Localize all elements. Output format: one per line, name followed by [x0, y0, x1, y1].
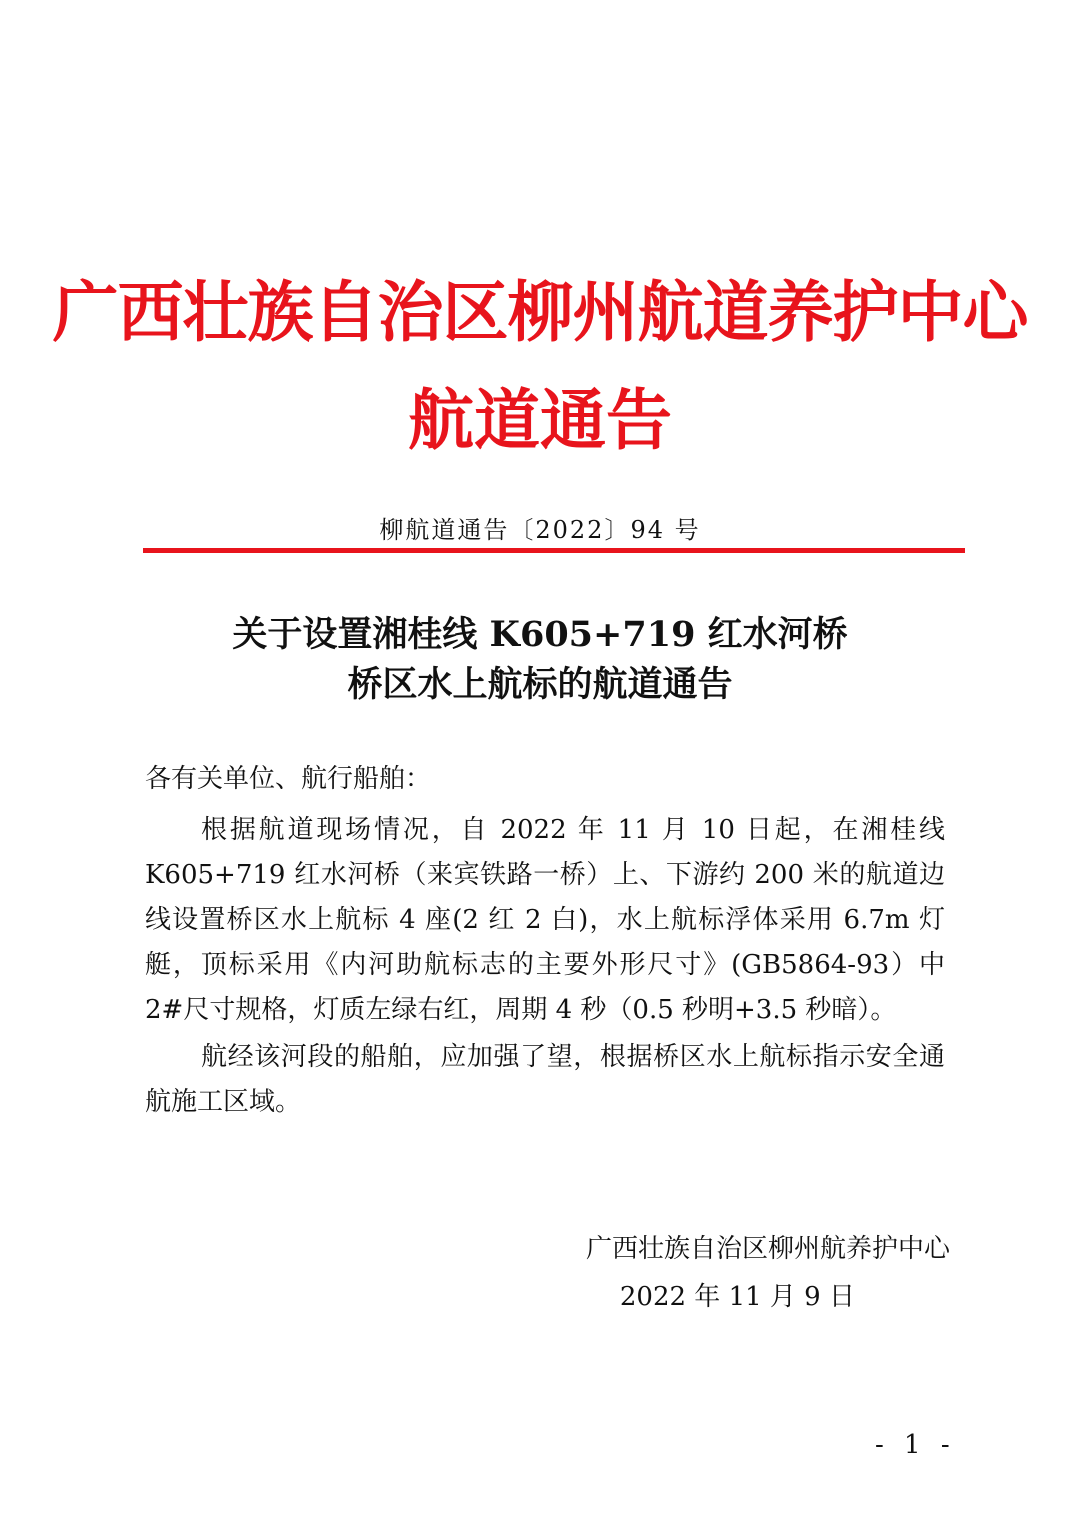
document-type-heading: 航道通告 — [408, 381, 672, 459]
notice-title-line-2: 桥区水上航标的航道通告 — [347, 664, 733, 705]
red-divider-line — [143, 548, 965, 553]
page-number: - 1 - — [875, 1430, 956, 1460]
signature-date: 2022 年 11 月 9 日 — [619, 1282, 855, 1312]
body-paragraph-1: 根据航道现场情况，自 2022 年 11 月 10 日起，在湘桂线K605+719 红水河桥（来宾铁路一桥）上、下游约 200 米的航道边线设置桥区水上航标 4 座(2 红 2 白)，水上航标浮体采用 6.7m 灯艇，顶标采用《内河助航标志的主要外形尺寸》(GB5864-93）中 2#尺寸规格，灯质左绿右红，周期 4 秒（0.5 秒明+3.5 秒暗）。 — [145, 815, 945, 1025]
body-paragraph-2: 航经该河段的船舶，应加强了望，根据桥区水上航标指示安全通航施工区域。 — [145, 1042, 945, 1117]
notice-title — [0, 610, 1080, 710]
issuing-organization-heading: 广西壮族自治区柳州航道养护中心 — [52, 273, 1028, 351]
document-number: 柳航道通告〔2022〕94 号 — [379, 516, 701, 544]
notice-title-line-1: 关于设置湘桂线 K605+719 红水河桥 — [232, 614, 848, 655]
signature-organization: 广西壮族自治区柳州航养护中心 — [585, 1234, 950, 1264]
salutation: 各有关单位、航行船舶： — [145, 764, 432, 794]
